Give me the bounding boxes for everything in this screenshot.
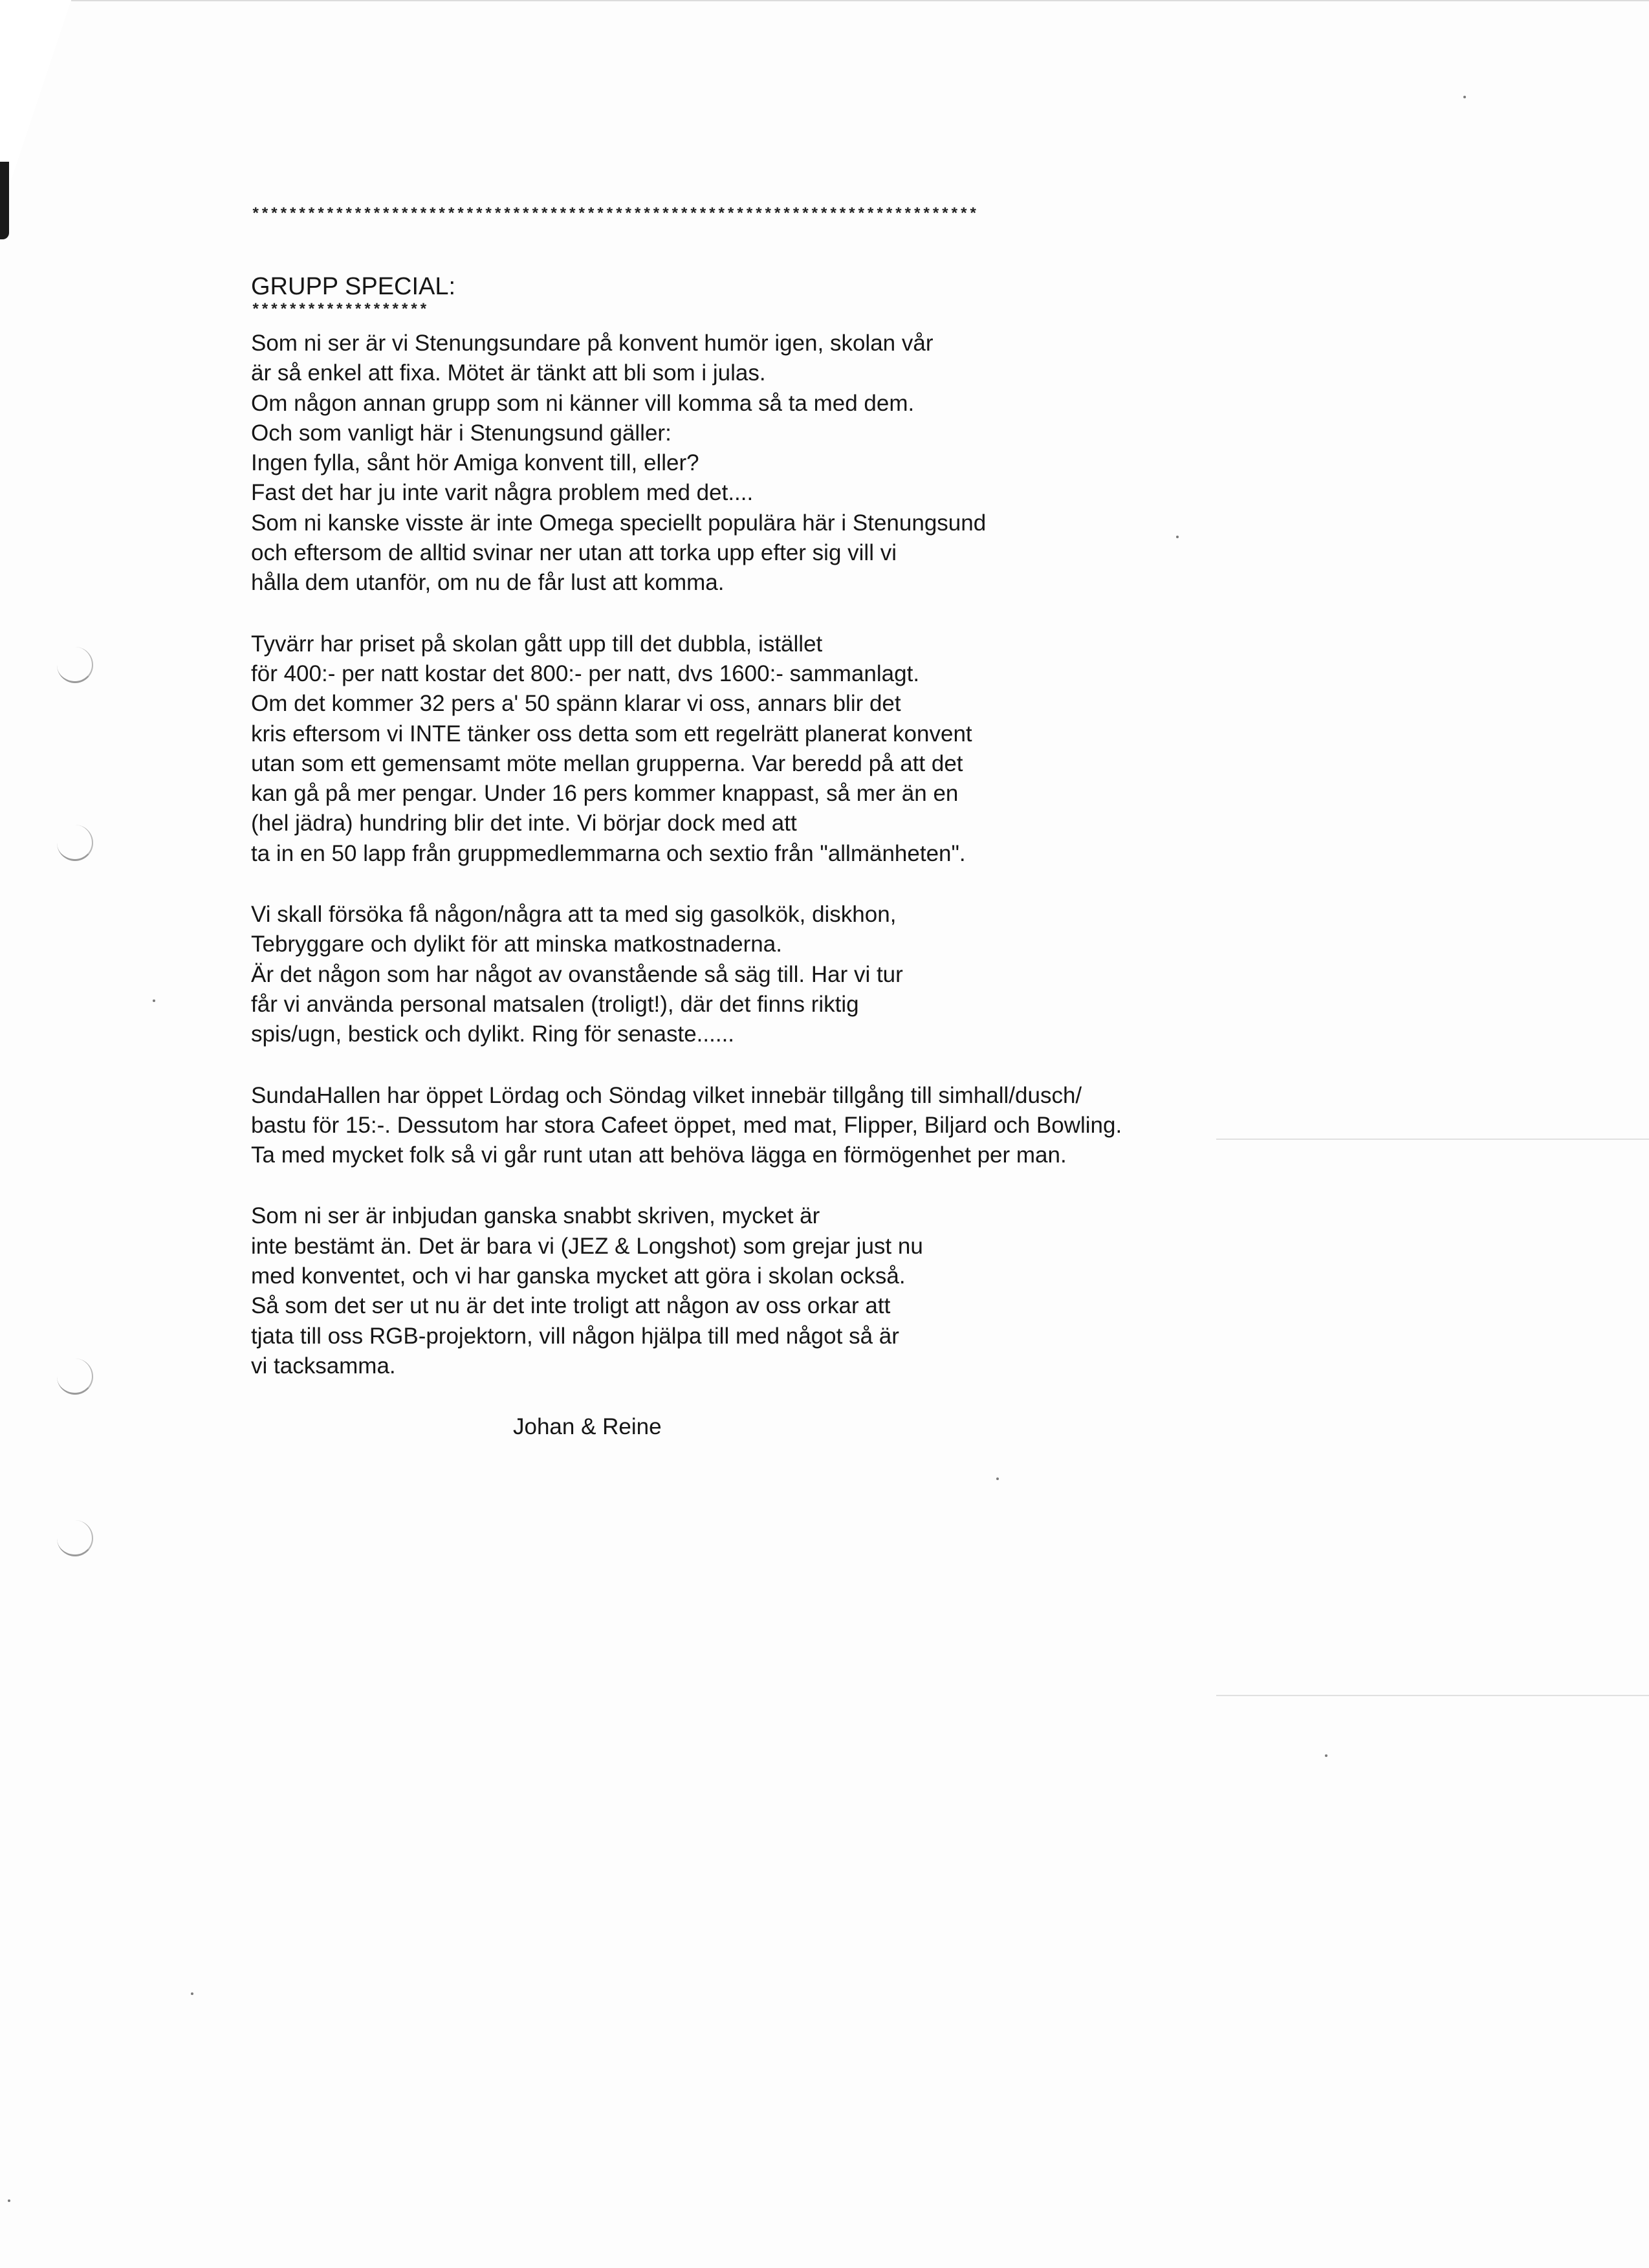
section-heading: GRUPP SPECIAL: bbox=[251, 273, 456, 300]
text-line: Om någon annan grupp som ni känner vill komma så ta med dem. bbox=[251, 390, 915, 416]
text-line: Tyvärr har priset på skolan gått upp till det dubbla, istället bbox=[251, 631, 823, 657]
binder-hole-mark bbox=[57, 1520, 93, 1556]
text-line: bastu för 15:-. Dessutom har stora Cafeet öppet, med mat, Flipper, Biljard och Bowling. bbox=[251, 1112, 1122, 1138]
text-line: Ta med mycket folk så vi går runt utan att behöva lägga en förmögenhet per man. bbox=[251, 1142, 1067, 1168]
scan-speck bbox=[1325, 1754, 1327, 1757]
page-top-edge bbox=[71, 0, 1649, 1]
letter-paragraphs bbox=[251, 329, 1351, 1381]
text-line: SundaHallen har öppet Lördag och Söndag vilket innebär tillgång till simhall/dusch/ bbox=[251, 1082, 1082, 1108]
asterisk-divider: ****************************************************************************** bbox=[251, 206, 978, 224]
signature: Johan & Reine bbox=[513, 1414, 662, 1440]
paragraph bbox=[251, 629, 1351, 869]
text-line: och eftersom de alltid svinar ner utan att torka upp efter sig vill vi bbox=[251, 540, 897, 566]
heading-underline-asterisks: ******************* bbox=[251, 302, 428, 320]
text-line: Fast det har ju inte varit några problem med det.... bbox=[251, 480, 754, 506]
text-line: Vi skall försöka få någon/några att ta med sig gasolkök, diskhon, bbox=[251, 902, 897, 928]
text-line: är så enkel att fixa. Mötet är tänkt att bli som i julas. bbox=[251, 360, 766, 386]
text-line: hålla dem utanför, om nu de får lust att komma. bbox=[251, 570, 725, 596]
paragraph bbox=[251, 1201, 1351, 1381]
letter-body bbox=[251, 206, 1351, 1442]
text-line: för 400:- per natt kostar det 800:- per natt, dvs 1600:- sammanlagt. bbox=[251, 660, 920, 686]
scan-speck bbox=[8, 2199, 10, 2202]
text-line: spis/ugn, bestick och dylikt. Ring för senaste...... bbox=[251, 1021, 735, 1047]
text-line: med konventet, och vi har ganska mycket att göra i skolan också. bbox=[251, 1263, 906, 1289]
text-line: Om det kommer 32 pers a' 50 spänn klarar vi oss, annars blir det bbox=[251, 691, 901, 717]
text-line: Ingen fylla, sånt hör Amiga konvent till, eller? bbox=[251, 450, 699, 476]
text-line: vi tacksamma. bbox=[251, 1353, 396, 1379]
text-line: Tebryggare och dylikt för att minska matkostnaderna. bbox=[251, 932, 782, 957]
scan-speck bbox=[1463, 96, 1466, 98]
scan-speck bbox=[153, 999, 155, 1002]
paragraph bbox=[251, 1081, 1351, 1171]
corner-shadow bbox=[0, 162, 9, 239]
text-line: får vi använda personal matsalen (troligt!), där det finns riktig bbox=[251, 991, 859, 1017]
text-line: inte bestämt än. Det är bara vi (JEZ & Longshot) som grejar just nu bbox=[251, 1233, 923, 1259]
paragraph bbox=[251, 329, 1351, 598]
text-line: utan som ett gemensamt möte mellan grupperna. Var beredd på att det bbox=[251, 750, 963, 776]
text-line: Som ni ser är vi Stenungsundare på konvent humör igen, skolan vår bbox=[251, 331, 934, 356]
folded-corner bbox=[0, 0, 71, 213]
text-line: ta in en 50 lapp från gruppmedlemmarna och sextio från "allmänheten". bbox=[251, 840, 966, 866]
text-line: tjata till oss RGB-projektorn, vill någon hjälpa till med något så är bbox=[251, 1323, 899, 1349]
binder-hole-mark bbox=[57, 647, 93, 683]
text-line: kan gå på mer pengar. Under 16 pers kommer knappast, så mer än en bbox=[251, 781, 959, 807]
text-line: kris eftersom vi INTE tänker oss detta som ett regelrätt planerat konvent bbox=[251, 721, 972, 747]
text-line: (hel jädra) hundring blir det inte. Vi börjar dock med att bbox=[251, 811, 797, 836]
fold-line bbox=[1216, 1695, 1649, 1696]
text-line: Som ni ser är inbjudan ganska snabbt skriven, mycket är bbox=[251, 1203, 820, 1229]
paragraph bbox=[251, 900, 1351, 1049]
binder-hole-mark bbox=[57, 825, 93, 861]
scan-speck bbox=[191, 1992, 193, 1995]
text-line: Är det någon som har något av ovanstående så säg till. Har vi tur bbox=[251, 961, 903, 987]
text-line: Som ni kanske visste är inte Omega speciellt populära här i Stenungsund bbox=[251, 510, 987, 536]
text-line: Och som vanligt här i Stenungsund gäller: bbox=[251, 420, 672, 446]
binder-hole-mark bbox=[57, 1358, 93, 1395]
text-line: Så som det ser ut nu är det inte troligt att någon av oss orkar att bbox=[251, 1293, 891, 1319]
scan-speck bbox=[996, 1477, 999, 1480]
